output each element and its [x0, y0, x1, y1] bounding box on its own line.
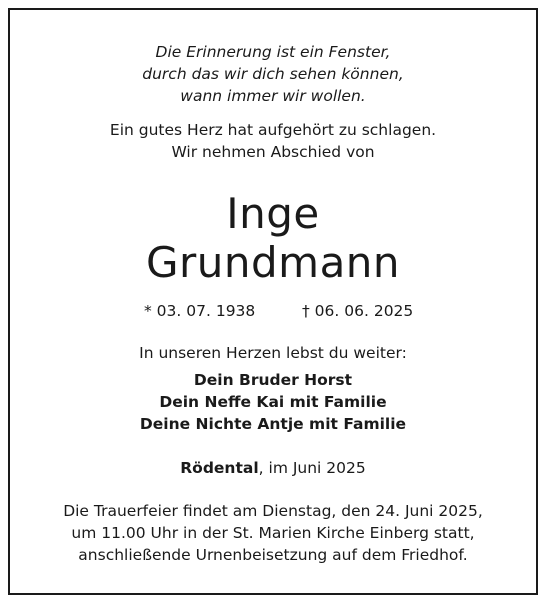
deceased-first-name: Inge [226, 189, 320, 238]
quote-line-1: Die Erinnerung ist ein Fenster, [155, 43, 391, 61]
mourners-intro: In unseren Herzen lebst du weiter: [139, 344, 407, 362]
birth-date: * 03. 07. 1938 [144, 302, 256, 320]
intro-line-1: Ein gutes Herz hat aufgehört zu schlagen. [109, 121, 437, 139]
mourner-1: Dein Bruder Horst [193, 371, 353, 389]
place-name: Rödental [180, 459, 259, 477]
notice-date: , im Juni 2025 [258, 459, 366, 477]
mourner-2: Dein Neffe Kai mit Familie [159, 393, 387, 411]
service-line-2: um 11.00 Uhr in der St. Marien Kirche Einberg statt, [71, 524, 475, 542]
deceased-last-name: Grundmann [145, 238, 401, 287]
mourner-3: Deine Nichte Antje mit Familie [139, 415, 407, 433]
obituary-notice [8, 8, 538, 595]
service-line-1: Die Trauerfeier findet am Dienstag, den 24. Juni 2025, [63, 502, 483, 520]
intro-line-2: Wir nehmen Abschied von [171, 143, 375, 161]
death-date: † 06. 06. 2025 [302, 302, 414, 320]
quote-line-3: wann immer wir wollen. [180, 87, 366, 105]
service-line-3: anschließende Urnenbeisetzung auf dem Friedhof. [78, 546, 468, 564]
place-and-date [10, 461, 536, 477]
quote-line-2: durch das wir dich sehen können, [142, 65, 404, 83]
